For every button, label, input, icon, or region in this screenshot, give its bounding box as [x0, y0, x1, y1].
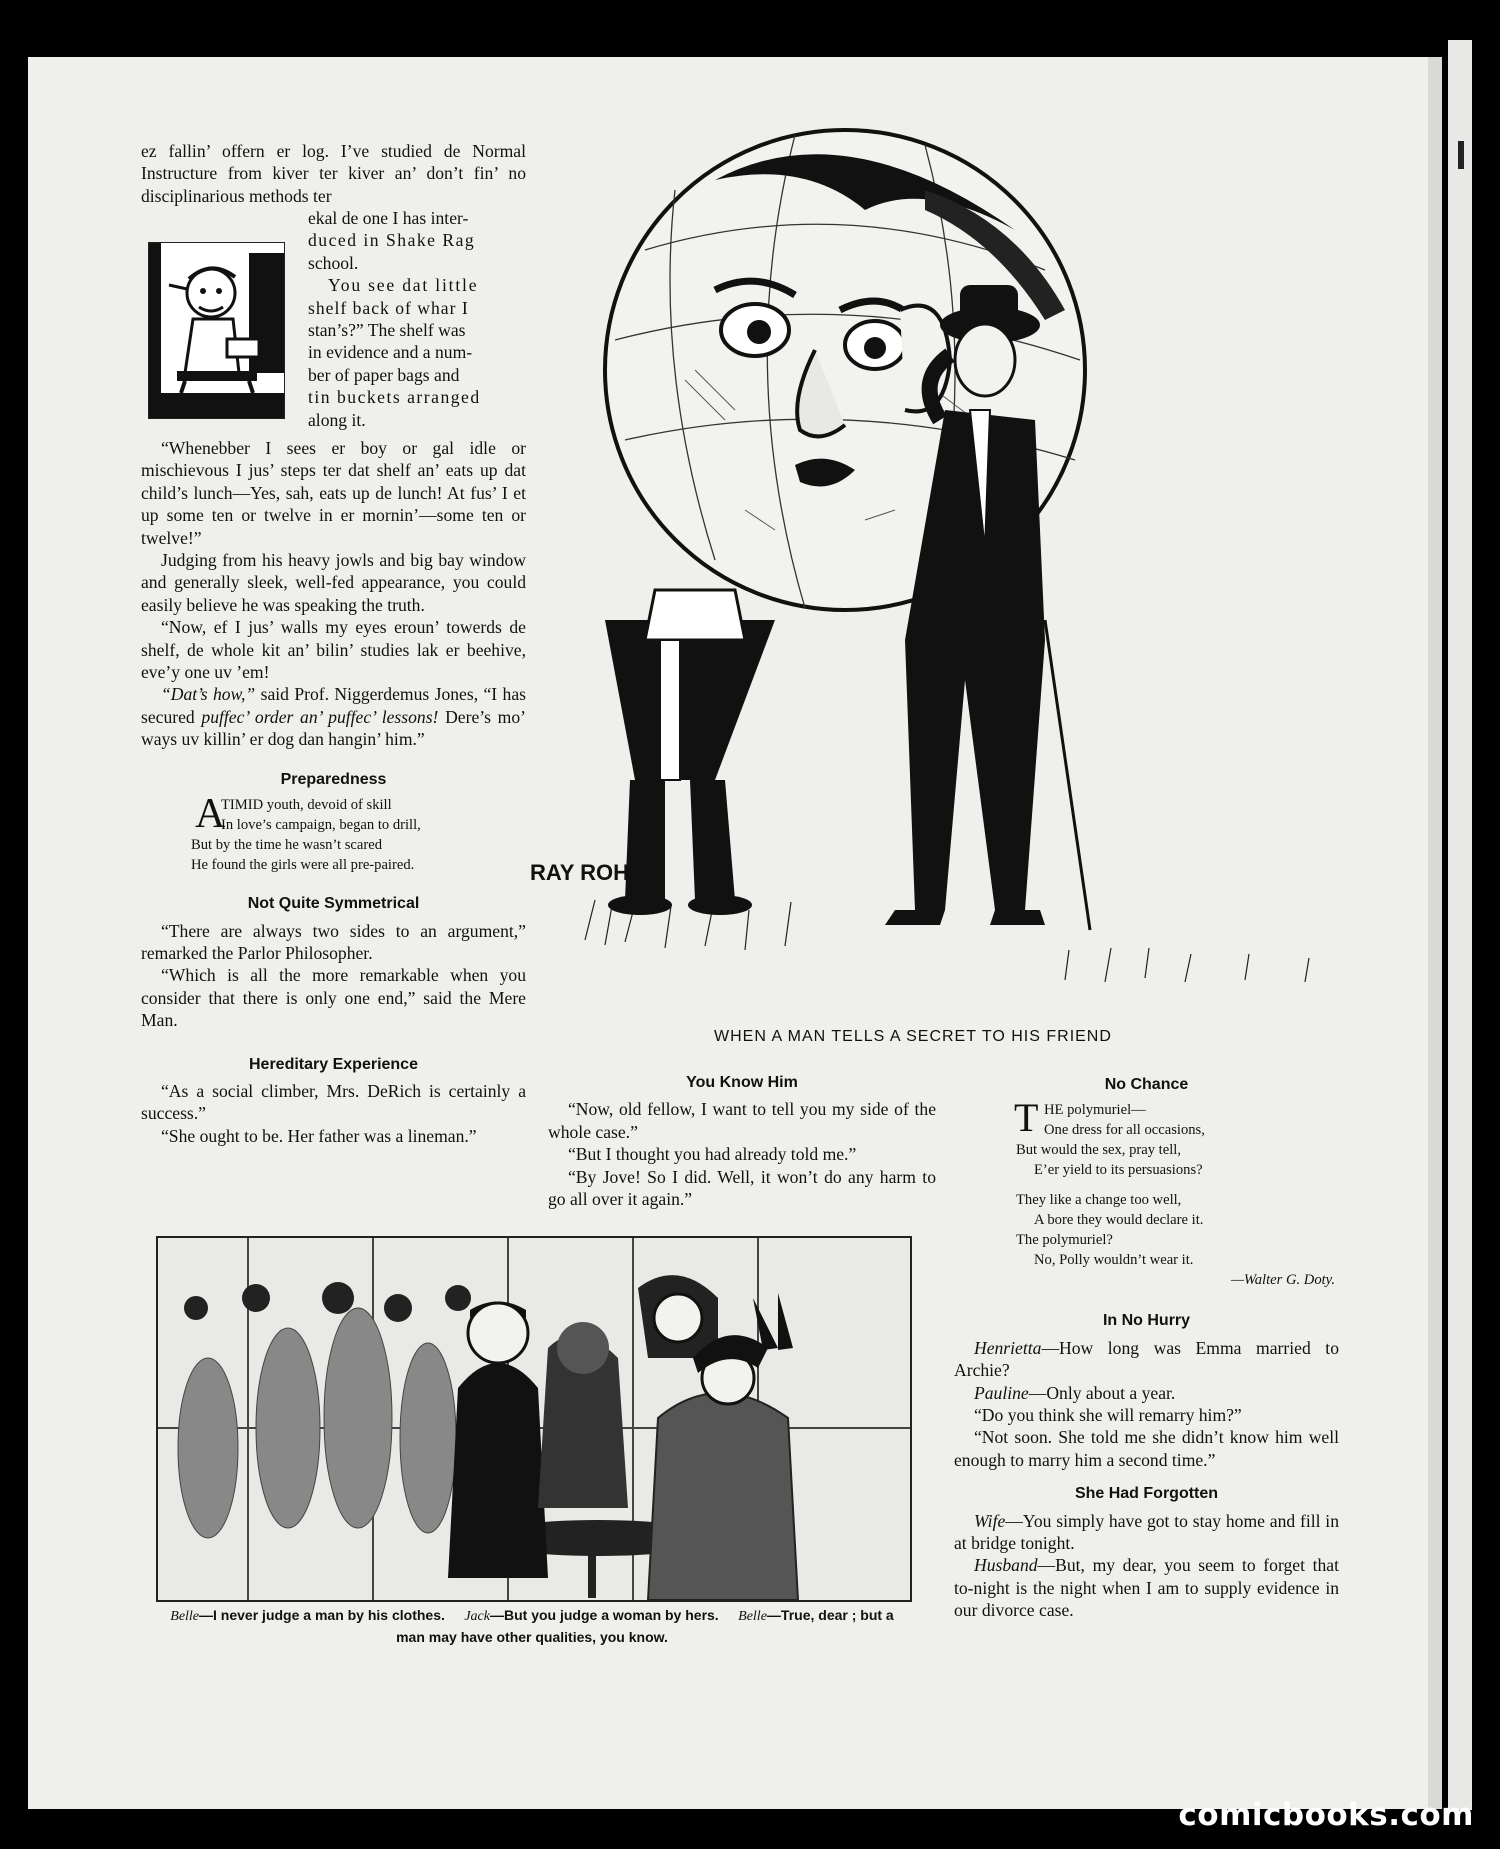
you-know-him-p2: “But I thought you had already told me.” [568, 1144, 857, 1165]
wrap-line-8: ber of paper bags and [308, 364, 460, 385]
wrap-line-3: school. [308, 252, 359, 273]
no-chance-poem [954, 1095, 1339, 1290]
caption-jack-name: Jack [464, 1609, 490, 1624]
dats-how-italic-2: puffec’ order an’ puffec’ lessons! [201, 706, 439, 727]
preparedness-title: Preparedness [280, 770, 387, 788]
preparedness-line-2: In love’s campaign, began to drill, [221, 817, 421, 834]
preparedness-line-4: He found the girls were all pre-paired. [191, 857, 415, 874]
dats-how-text: said Prof. Niggerdemus Jones, “I has secured [141, 684, 527, 727]
henrietta-text: —How long was Emma married to Archie? [954, 1337, 1339, 1381]
wrap-line-4: You see dat little [328, 275, 479, 296]
spine-mark [1458, 141, 1464, 169]
restaurant-caption [156, 1605, 908, 1647]
watermark: comicbooks.com [1178, 1797, 1474, 1833]
no-chance-line-3: But would the sex, pray tell, [1016, 1142, 1181, 1159]
no-chance-line-2: One dress for all occasions, [1044, 1122, 1205, 1139]
intro-text-top: ez fallin’ offern er log. I’ve studied de Normal Instructure from kiver ter kiver an’ don’t fin’ no disciplinarious methods ter [141, 141, 526, 206]
you-know-him-p1: “Now, old fellow, I want to tell you my side of the whole case.” [548, 1099, 936, 1142]
she-had-forgotten-title: She Had Forgotten [1074, 1485, 1219, 1503]
caption-part-2 [464, 1607, 718, 1623]
wrap-line-6: stan’s?” The shelf was [308, 320, 466, 341]
dats-how-end: Dere’s mo’ ways uv killin’ er dog dan hangin’ him.” [141, 706, 526, 750]
pauline-text: —Only about a year. [1028, 1382, 1176, 1403]
in-no-hurry-p2 [954, 1382, 1339, 1404]
no-chance-line-6: A bore they would declare it. [1034, 1212, 1204, 1229]
she-had-forgotten-p1 [954, 1510, 1339, 1555]
teacher-cartoon [148, 242, 285, 419]
hereditary-p2: “She ought to be. Her father was a lineman.” [161, 1125, 477, 1146]
dats-how-italic: “Dat’s how,” [161, 684, 256, 705]
cartoon-caption: WHEN A MAN TELLS A SECRET TO HIS FRIEND [714, 1028, 1112, 1045]
she-had-forgotten-p2 [954, 1554, 1339, 1621]
paragraph-whenebber: “Whenebber I sees er boy or gal idle or mischievous I jus’ steps ter dat shelf an’ eats up dat child’s lunch—Yes, sah, eats up de lunch! At fus’ I et up some ten or twelve in er mornin’—some ten or twelve!” [141, 438, 526, 548]
husband-text: —But, my dear, you seem to forget that to-night is the night when I am to supply evidence in our divorce case. [954, 1555, 1339, 1621]
you-know-him-p3: “By Jove! So I did. Well, it won’t do any harm to go all over it again.” [548, 1166, 936, 1210]
no-chance-line-8: No, Polly wouldn’t wear it. [1034, 1252, 1194, 1269]
left-column [141, 140, 526, 207]
left-column-main [141, 437, 526, 1147]
in-no-hurry-title: In No Hurry [1102, 1312, 1191, 1330]
henrietta-name: Henrietta [974, 1337, 1042, 1358]
no-chance-line-7: The polymuriel? [1016, 1232, 1113, 1249]
paragraph-judging: Judging from his heavy jowls and big bay window and generally sleek, well-fed appearance, you could easily believe he was speaking the truth. [141, 550, 526, 615]
no-chance-dropcap: T [1014, 1095, 1039, 1141]
pauline-name: Pauline [974, 1382, 1029, 1403]
wrap-line-5: shelf back of whar I [308, 297, 469, 318]
wife-name: Wife [974, 1510, 1006, 1531]
caption-part-1 [170, 1607, 445, 1623]
hereditary-title: Hereditary Experience [249, 1055, 418, 1073]
secret-cartoon [530, 120, 1345, 1010]
not-quite-title: Not Quite Symmetrical [247, 895, 420, 913]
no-chance-line-5: They like a change too well, [1016, 1192, 1182, 1209]
in-no-hurry-p4: “Not soon. She told me she didn’t know him well enough to marry him a second time.” [954, 1427, 1339, 1470]
wrap-line-10: along it. [308, 409, 366, 430]
caption-belle-name: Belle [170, 1609, 200, 1624]
preparedness-dropcap: A [195, 791, 226, 838]
wife-text: —You simply have got to stay home and fill in at bridge tonight. [954, 1510, 1339, 1554]
preparedness-poem [141, 791, 526, 875]
wrap-line-7: in evidence and a num- [308, 342, 473, 363]
hereditary-p1: “As a social climber, Mrs. DeRich is certainly a success.” [141, 1080, 526, 1124]
paragraph-dats-how [141, 683, 526, 750]
paragraph-now: “Now, ef I jus’ walls my eyes eroun’ towerds de shelf, de whole kit an’ bilin’ studies lak er beehive, eve’y one uv ’em! [141, 617, 526, 683]
wrap-line-1: ekal de one I has inter- [308, 208, 469, 228]
wrap-line-9: tin buckets arranged [308, 387, 481, 408]
in-no-hurry-p3: “Do you think she will remarry him?” [974, 1405, 1242, 1426]
not-quite-p1: “There are always two sides to an argument,” remarked the Parlor Philosopher. [141, 920, 526, 963]
page-spine [1448, 40, 1472, 1810]
restaurant-illustration [156, 1236, 912, 1602]
intro-wrap-text [308, 207, 528, 431]
you-know-him-title: You Know Him [686, 1074, 798, 1091]
preparedness-line-1: TIMID youth, devoid of skill [221, 797, 392, 814]
not-quite-p2: “Which is all the more remarkable when you consider that there is only one end,” said the Mere Man. [141, 965, 526, 1031]
wrap-line-2: duced in Shake Rag [308, 230, 476, 251]
right-column [954, 1074, 1339, 1622]
caption-belle2-name: Belle [738, 1609, 767, 1624]
husband-name: Husband [974, 1555, 1038, 1576]
caption-jack-text: —But you judge a woman by hers. [490, 1607, 719, 1623]
caption-belle-text: —I never judge a man by his clothes. [199, 1607, 445, 1623]
no-chance-line-1: HE polymuriel— [1044, 1102, 1146, 1119]
preparedness-line-3: But by the time he wasn’t scared [191, 837, 383, 854]
in-no-hurry-p1 [954, 1337, 1339, 1382]
caption-belle2-text: —True, dear ; but a man may have other qualities, you know. [396, 1607, 894, 1645]
no-chance-line-4: E’er yield to its persuasions? [1034, 1162, 1203, 1179]
cartoon-signature: RAY ROHN [530, 860, 645, 885]
middle-column [548, 1072, 936, 1210]
no-chance-title: No Chance [1104, 1076, 1189, 1093]
no-chance-author: —Walter G. Doty. [1230, 1272, 1335, 1289]
